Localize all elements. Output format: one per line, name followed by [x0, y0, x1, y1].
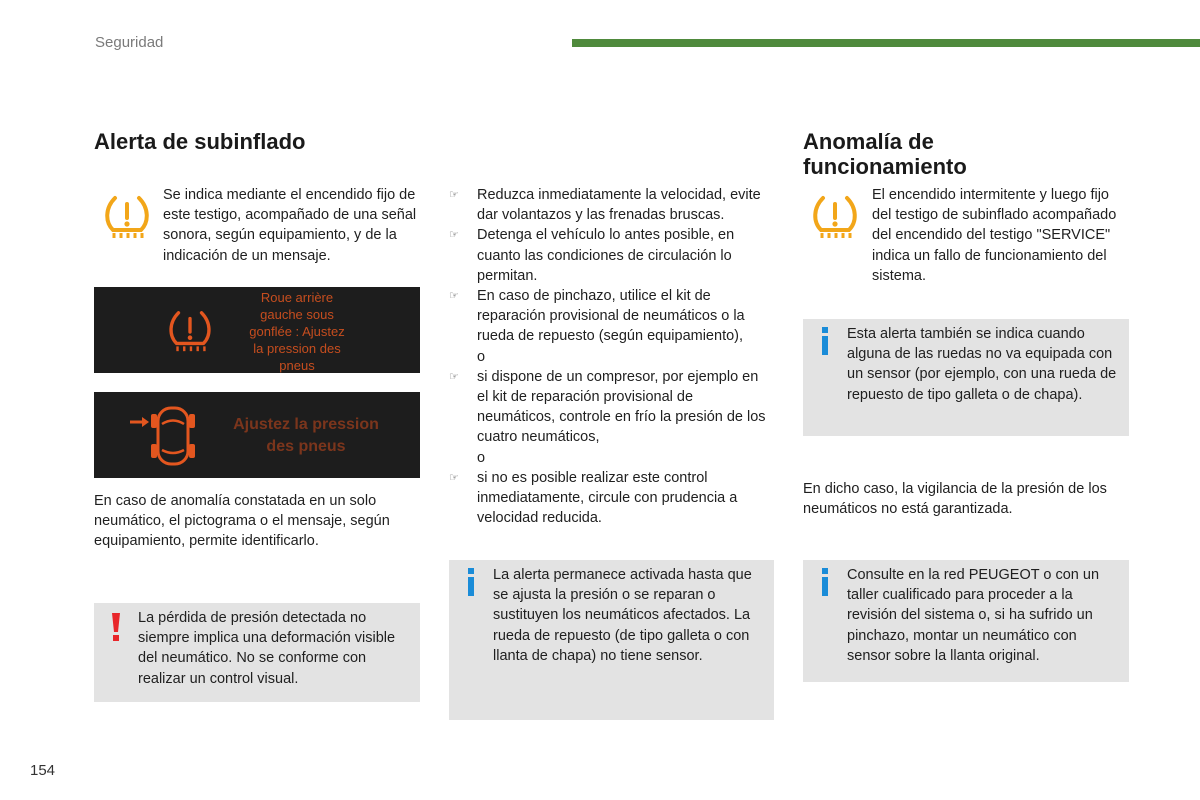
list-item-text: si no es posible realizar este control inmediatamente, circule con prudencia a velocidad reducida. [477, 469, 738, 527]
list-item [449, 286, 769, 347]
list-item-text: o [477, 348, 486, 365]
display-panel-car [94, 392, 420, 478]
info-icon [465, 568, 477, 596]
action-list [449, 185, 769, 528]
anomaly-text: En caso de anomalía constatada en un solo neumático, el pictograma o el mensaje, según equipamiento, permite identificarlo. [94, 493, 390, 550]
display-panel-message [94, 287, 420, 373]
list-item [449, 225, 769, 286]
header-accent-bar [572, 39, 1200, 47]
list-item [449, 185, 769, 225]
tpms-warning-icon [102, 194, 152, 240]
pointer-icon: ☞ [449, 229, 459, 242]
panel-message-lines [232, 289, 362, 374]
right-section-title: Anomalía de funcionamiento [803, 129, 967, 179]
tpms-display-icon [166, 307, 214, 355]
info-text-right-2: Consulte en la red PEUGEOT o con un taller cualificado para proceder a la revisión del sistema o, si ha sufrido un pinchazo, montar un neumático con sensor sobre la llanta original. [847, 567, 1100, 664]
info-box-middle [449, 560, 774, 720]
alert-exclamation-icon [110, 613, 122, 641]
panel-car-line: des pneus [266, 438, 346, 455]
panel-message-line: gauche sous [260, 307, 334, 322]
info-icon [819, 568, 831, 596]
list-item-text: En caso de pinchazo, utilice el kit de reparación provisional de neumáticos o la rueda de repuesto (según equipamiento), [477, 288, 745, 345]
page-number: 154 [30, 762, 56, 779]
list-item-text: o [477, 449, 486, 466]
list-item [449, 347, 769, 367]
panel-message-line: pneus [279, 358, 315, 373]
section-label: Seguridad [95, 34, 164, 51]
panel-car-line: Ajustez la pression [233, 416, 379, 433]
warning-text: La pérdida de presión detectada no siempre implica una deformación visible del neumático. No se conforme con realizar un control visual. [138, 610, 396, 687]
pointer-icon: ☞ [449, 471, 459, 484]
list-item-text: Reduzca inmediatamente la velocidad, evite dar volantazos y las frenadas bruscas. [477, 187, 761, 224]
pointer-icon: ☞ [449, 290, 459, 303]
panel-message-line: la pression des [253, 341, 341, 356]
left-section-title: Alerta de subinflado [94, 129, 306, 154]
list-item [449, 367, 769, 448]
right-intro-text: El encendido intermitente y luego fijo del testigo de subinflado acompañado del encendido del testigo "SERVICE" indica un fallo de funcionamiento del sistema. [872, 187, 1117, 284]
pointer-icon: ☞ [449, 370, 459, 383]
info-text-middle: La alerta permanece activada hasta que se ajusta la presión o se reparan o sustituyen los neumáticos afectados. La rueda de repuesto (de tipo galleta o con llanta de chapa) no tiene sensor. [493, 567, 752, 664]
car-tire-diagram-icon [128, 398, 204, 472]
list-item-text: Detenga el vehículo lo antes posible, en cuanto las condiciones de circulación lo permitan. [477, 227, 735, 284]
panel-message-line: Roue arrière [260, 290, 334, 305]
pointer-icon: ☞ [449, 189, 459, 201]
list-item [449, 448, 769, 468]
list-item-text: si dispone de un compresor, por ejemplo en el kit de reparación provisional de neumáticos, controle en frío la presión de los cuatro neumáticos, [477, 368, 766, 446]
right-note-text: En dicho caso, la vigilancia de la presión de los neumáticos no está garantizada. [803, 481, 1107, 518]
info-box-right-2 [803, 560, 1129, 682]
info-box-right-1 [803, 319, 1129, 436]
panel-car-lines [216, 414, 396, 458]
warning-box [94, 603, 420, 702]
panel-message-line: gonflée : Ajustez [249, 324, 345, 339]
info-text-right-1: Esta alerta también se indica cuando alguna de las ruedas no va equipada con un sensor (por ejemplo, con una rueda de repuesto de tipo galleta o de chapa). [847, 326, 1117, 403]
left-intro-text: Se indica mediante el encendido fijo de este testigo, acompañado de una señal sonora, según equipamiento, y de la indicación de un mensaje. [163, 187, 417, 264]
info-icon [819, 327, 831, 355]
list-item [449, 468, 769, 529]
tpms-warning-icon [810, 194, 860, 240]
